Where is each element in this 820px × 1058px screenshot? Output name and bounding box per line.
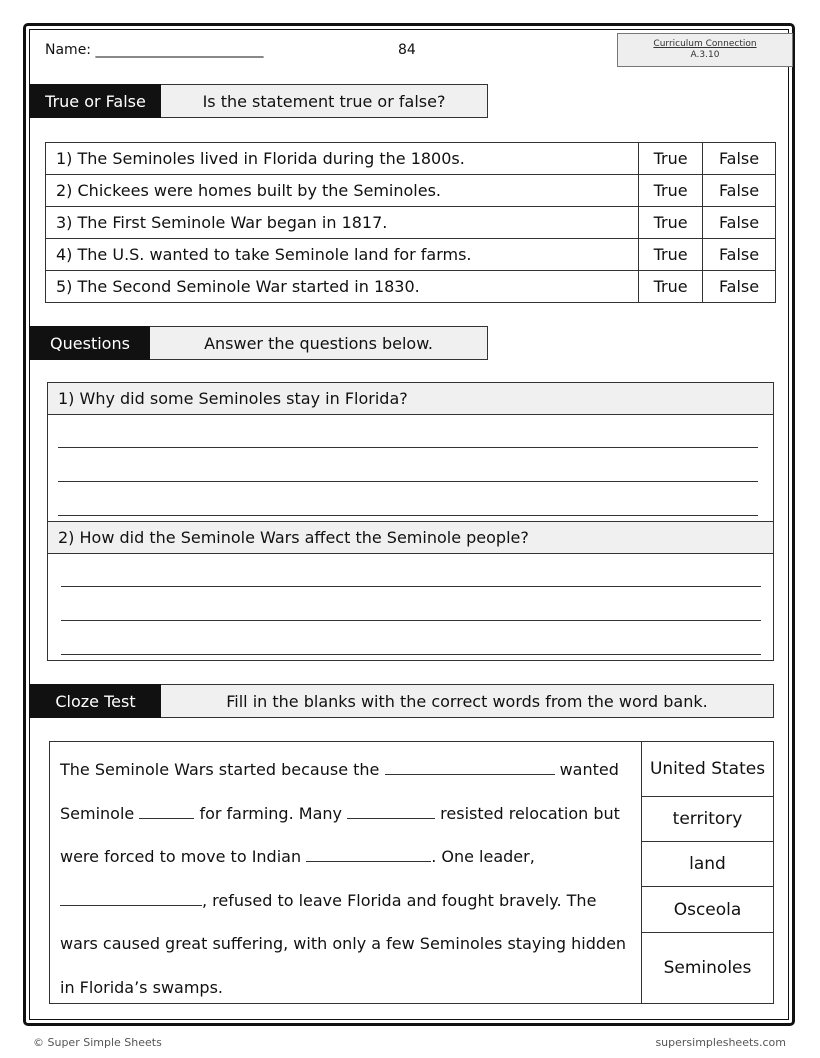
answer-line[interactable] [61,620,761,621]
true-option-1[interactable]: True [639,143,703,175]
cloze-blank-1[interactable] [385,760,555,775]
statement-4: 4) The U.S. wanted to take Seminole land for farms. [46,239,639,271]
table-row [46,143,776,175]
cloze-text-2: wanted Seminole [60,760,619,823]
cloze-text-3: for farming. Many [199,803,342,823]
answer-line[interactable] [58,515,758,516]
curriculum-connection-box [617,33,793,67]
questions-box [47,382,774,661]
cloze-text-1: The Seminole Wars started because the [60,760,380,779]
questions-header [30,326,488,360]
table-row [46,271,776,303]
questions-tag: Questions [30,326,150,360]
curriculum-title: Curriculum Connection [653,39,757,49]
answer-line[interactable] [61,586,761,587]
cloze-blank-5[interactable] [60,891,202,906]
cloze-paragraph [60,748,635,1009]
curriculum-code: A.3.10 [690,50,720,60]
cloze-blank-3[interactable] [347,804,435,819]
table-row [46,239,776,271]
cloze-blank-2[interactable] [139,804,194,819]
false-option-5[interactable]: False [703,271,776,303]
statement-5: 5) The Second Seminole War started in 1830. [46,271,639,303]
statement-1: 1) The Seminoles lived in Florida during the 1800s. [46,143,639,175]
cloze-blank-4[interactable] [306,847,431,862]
true-false-header [30,84,488,118]
false-option-1[interactable]: False [703,143,776,175]
true-option-3[interactable]: True [639,207,703,239]
true-false-table [45,142,776,303]
word-bank-item: territory [641,797,773,842]
table-row [46,207,776,239]
word-bank-item: Seminoles [641,933,773,1004]
false-option-4[interactable]: False [703,239,776,271]
false-option-3[interactable]: False [703,207,776,239]
answer-line[interactable] [58,447,758,448]
answer-line[interactable] [58,481,758,482]
cloze-text-5: . One leader, [431,847,535,866]
questions-instruction: Answer the questions below. [150,326,488,360]
table-row [46,175,776,207]
false-option-2[interactable]: False [703,175,776,207]
page-number: 84 [398,42,416,58]
footer-copyright: © Super Simple Sheets [33,1036,162,1049]
statement-3: 3) The First Seminole War began in 1817. [46,207,639,239]
cloze-tag: Cloze Test [30,684,161,718]
footer-website[interactable]: supersimplesheets.com [655,1036,786,1049]
question-1: 1) Why did some Seminoles stay in Florida? [48,383,773,415]
word-bank-item: land [641,842,773,887]
answer-line[interactable] [61,654,761,655]
true-false-instruction: Is the statement true or false? [161,84,488,118]
name-field: Name: ________________________ [45,42,264,58]
true-option-5[interactable]: True [639,271,703,303]
word-bank-item: Osceola [641,887,773,933]
word-bank-item: United States [641,741,773,797]
cloze-header [30,684,774,718]
cloze-text-4: resisted relocation but were forced to move to Indian [60,803,620,866]
true-option-4[interactable]: True [639,239,703,271]
true-false-tag: True or False [30,84,161,118]
true-option-2[interactable]: True [639,175,703,207]
question-2: 2) How did the Seminole Wars affect the Seminole people? [48,521,773,554]
cloze-text-6: , refused to leave Florida and fought bravely. The wars caused great suffering, with only a few Seminoles staying hidden in Florida’s swamps. [60,890,627,997]
statement-2: 2) Chickees were homes built by the Seminoles. [46,175,639,207]
cloze-instruction: Fill in the blanks with the correct words from the word bank. [161,684,774,718]
